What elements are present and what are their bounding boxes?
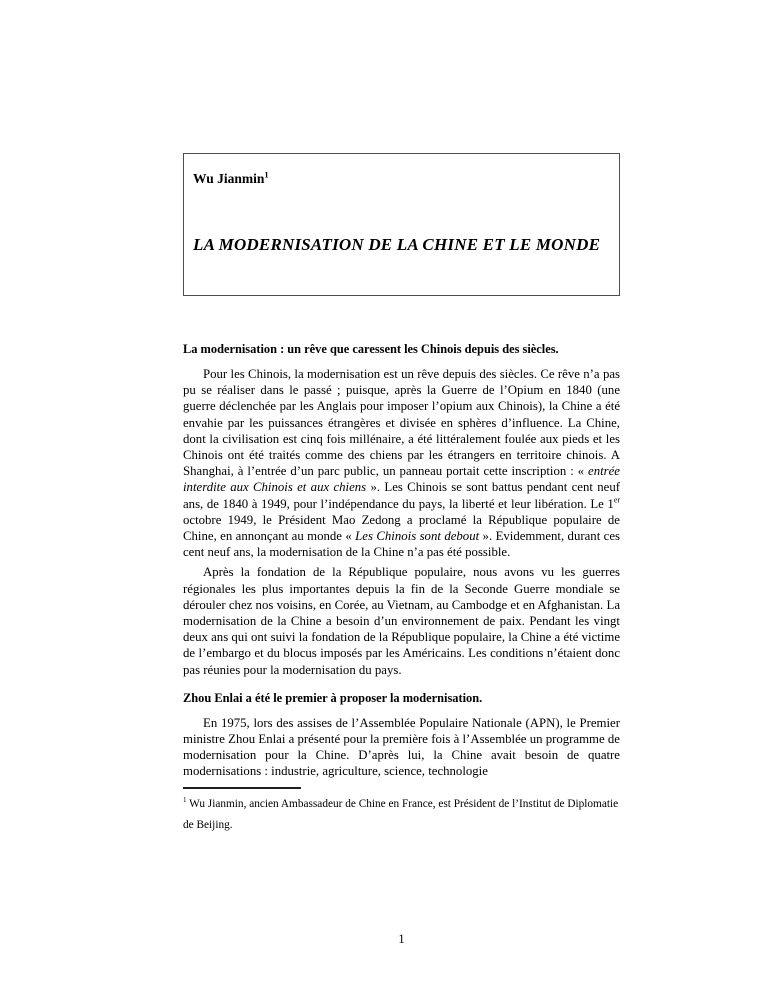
title-box xyxy=(183,153,620,296)
footnote-separator-rule xyxy=(183,787,301,789)
footnote-block xyxy=(183,787,620,836)
footnote-text: $^1$ Wu Jianmin, ancien Ambassadeur de Chine en France, est Président de l’Institut de Diplomatie de Beijing. xyxy=(183,795,619,831)
paragraph-republique-populaire: Après la fondation de la République populaire, nous avons vu les guerres régionales les plus importantes depuis la fin de la Seconde Guerre mondiale se dérouler chez nos voisins, en Corée, au Vietnam, au Cambodge et en Afghanistan. La modernisation de la Chine a besoin d’un environnement de paix. Pendant les vingt deux ans qui ont suivi la fondation de la République populaire, la Chine a été victime de l’embargo et du blocus imposés par les Américains. Les conditions n’étaient donc pas réunies pour la modernisation du pays. xyxy=(183,565,620,677)
section-heading-zhou-enlai: Zhou Enlai a été le premier à proposer la modernisation. xyxy=(183,690,483,705)
section-heading-modernisation-reve: La modernisation : un rêve que caressent les Chinois depuis des siècles. xyxy=(183,342,559,356)
article-title: LA MODERNISATION DE LA CHINE ET LE MONDE xyxy=(193,235,601,254)
content-column xyxy=(183,153,620,836)
paragraph-quatre-modernisations: En 1975, lors des assises de l’Assemblée Populaire Nationale (APN), le Premier ministre Zhou Enlai a présenté pour la première fois à l’Assemblée un programme de modernisation pour la Chine. D’après lui, la Chine avait besoin de quatre modernisations : industrie, agriculture, science, technologie xyxy=(183,715,620,779)
paragraph-opium-war: Pour les Chinois, la modernisation est un rêve depuis des siècles. Ce rêve n’a pas pu se réaliser dans le passé ; puisque, après la Guerre de l’Opium en 1840 (une guerre déclenchée par les Anglais pour imposer l’opium aux Chinois), la Chine a été envahie par les puissances étrangères et divisée en sphères d’influence. La Chine, dont la civilisation est cinq fois millénaire, a été littéralement foulée aux pieds et les Chinois ont été traités comme des chiens par les étrangers en territoire chinois. A Shanghai, à l’entrée d’un parc public, un panneau portait cette inscription : « entrée interdite aux Chinois et aux chiens ». Les Chinois se sont battus pendant cent neuf ans, de 1840 à 1949, pour l’indépendance du pays, la liberté et leur libération. Le 1er octobre 1949, le Président Mao Zedong a proclamé la République populaire de Chine, en annonçant au monde « Les Chinois sont debout ». Evidemment, durant ces cent neuf ans, la modernisation de la Chine n’a pas été possible. xyxy=(183,367,620,560)
page-number: 1 xyxy=(398,932,405,946)
author-name: Wu Jianmin$^1$ xyxy=(193,170,269,186)
